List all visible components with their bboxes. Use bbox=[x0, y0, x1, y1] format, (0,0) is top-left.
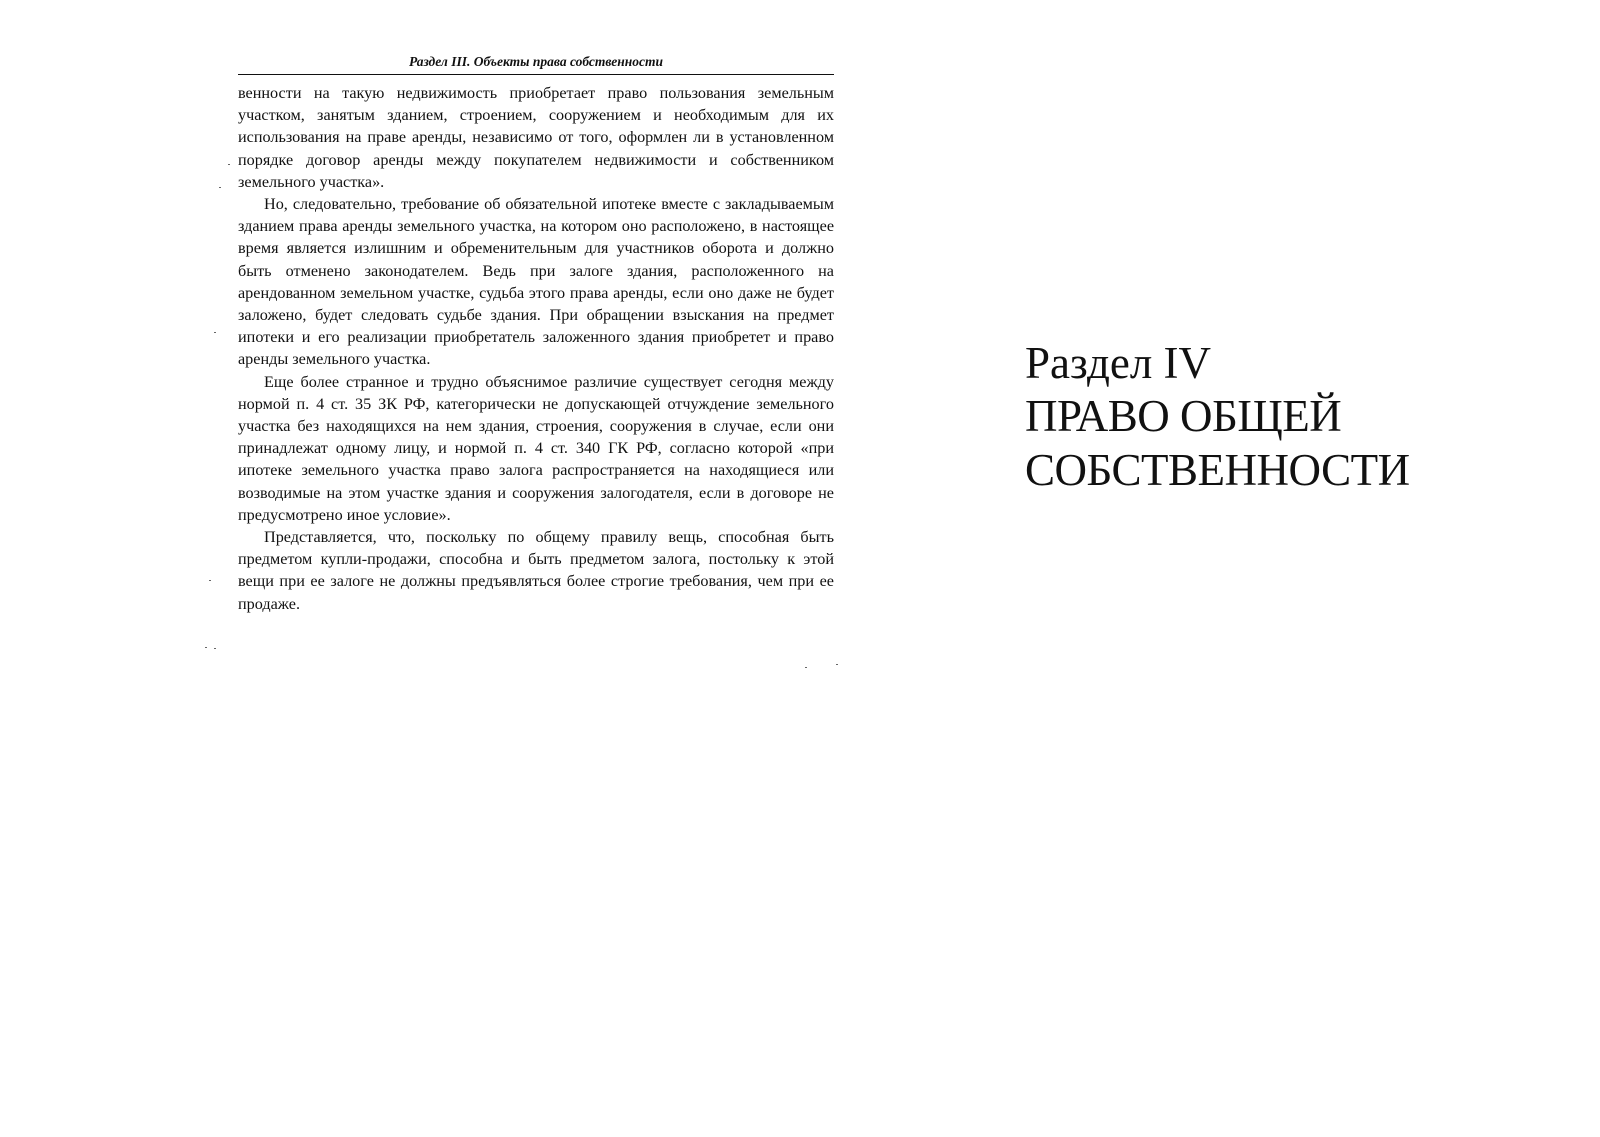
body-text bbox=[238, 82, 834, 615]
scan-speck bbox=[219, 187, 221, 188]
scan-speck bbox=[205, 647, 207, 648]
scan-speck bbox=[209, 580, 211, 581]
paragraph-continuation: венности на такую недвижимость приобретает право пользования земельным участком, занятым зданием, строением, сооружением и необходимым для их использования на праве аренды, независимо от того, оформлен ли в установленном порядке договор аренды между покупателем недвижимости и собственником земельного участка». bbox=[238, 84, 834, 191]
paragraph: Но, следовательно, требование об обязательной ипотеке вместе с закладываемым зданием права аренды земельного участка, на котором оно расположено, в настоящее время является излишним и обременительным для участников оборота и должно быть отменено законодателем. Ведь при залоге здания, расположенного на арендованном земельном участке, судьба этого права аренды, если оно даже не будет заложено, будет следовать судьбе здания. При обращении взыскания на предмет ипотеки и его реализации приобретатель заложенного здания приобретет и право аренды земельного участка. bbox=[238, 195, 834, 369]
paragraph: Еще более странное и трудно объяснимое различие существует сегодня между нормой п. 4 ст. 35 ЗК РФ, категорически не допускающей отчуждение земельного участка без находящихся на нем здания, строения, сооружения в случае, если они принадлежат одному лицу, и нормой п. 4 ст. 340 ГК РФ, согласно которой «при ипотеке земельного участка право залога распространяется на находящиеся или возводимые на этом участке здания и сооружения залогодателя, если в договоре не предусмотрено иное условие». bbox=[238, 372, 834, 524]
left-page bbox=[238, 52, 834, 615]
scan-speck bbox=[805, 667, 807, 668]
right-page bbox=[1025, 337, 1545, 497]
scan-speck bbox=[214, 332, 216, 333]
scan-speck bbox=[836, 664, 838, 665]
running-head: Раздел III. Объекты права собственности bbox=[238, 52, 834, 75]
part-title-line-1: ПРАВО ОБЩЕЙ bbox=[1025, 391, 1342, 441]
scan-speck bbox=[228, 164, 230, 165]
scan-speck bbox=[214, 648, 216, 649]
paragraph: Представляется, что, поскольку по общему правилу вещь, способная быть предметом купли-продажи, способна и быть предметом залога, постольку к этой вещи при ее залоге не должны предъявляться более строгие требования, чем при ее продаже. bbox=[238, 528, 834, 613]
part-title-line-2: СОБСТВЕННОСТИ bbox=[1025, 445, 1410, 495]
part-label: Раздел IV bbox=[1025, 338, 1212, 388]
